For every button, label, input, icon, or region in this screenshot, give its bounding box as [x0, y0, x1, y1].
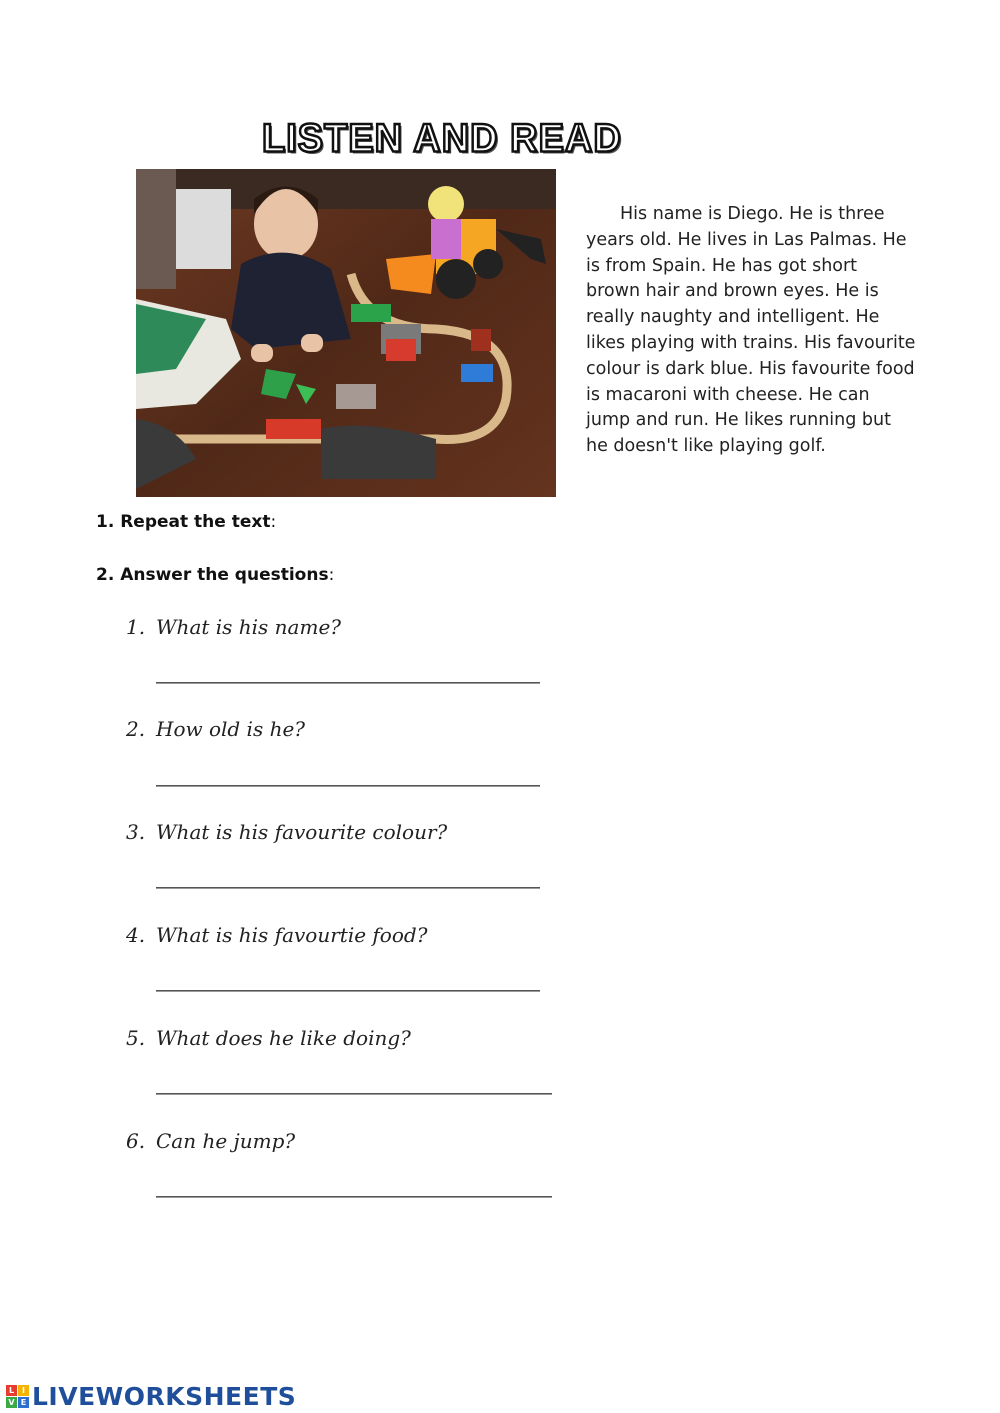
answer-line-2[interactable] [156, 785, 540, 787]
answer-line-3[interactable] [156, 887, 540, 889]
brand-name: LIVEWORKSHEETS [32, 1381, 297, 1411]
section-answer: 2. Answer the questions: [96, 565, 335, 585]
question-5: 5. What does he like doing? [126, 1026, 411, 1050]
question-3: 3. What is his favourite colour? [126, 820, 448, 844]
section-repeat: 1. Repeat the text: [96, 512, 277, 532]
answer-line-1[interactable] [156, 682, 540, 684]
answer-line-6[interactable] [156, 1196, 552, 1198]
answer-line-5[interactable] [156, 1093, 552, 1095]
question-4: 4. What is his favourtie food? [126, 923, 428, 947]
reading-passage [586, 202, 916, 460]
question-6: 6. Can he jump? [126, 1129, 296, 1153]
liveworksheets-logo [6, 1381, 296, 1411]
photo-boy-with-trains [136, 169, 556, 497]
answer-line-4[interactable] [156, 990, 540, 992]
worksheet-title: LISTEN AND READ [262, 116, 622, 162]
logo-blocks-icon: L I V E [6, 1385, 29, 1408]
question-2: 2. How old is he? [126, 717, 306, 741]
question-1: 1. What is his name? [126, 615, 341, 639]
passage-text: His name is Diego. He is three years old. He lives in Las Palmas. He is from Spain. He has got short brown hair and brown eyes. He is really naughty and intelligent. He likes playing with trains. His favourite colour is dark blue. His favourite food is macaroni with cheese. He can jump and run. He likes running but he doesn't like playing golf. [586, 204, 916, 457]
